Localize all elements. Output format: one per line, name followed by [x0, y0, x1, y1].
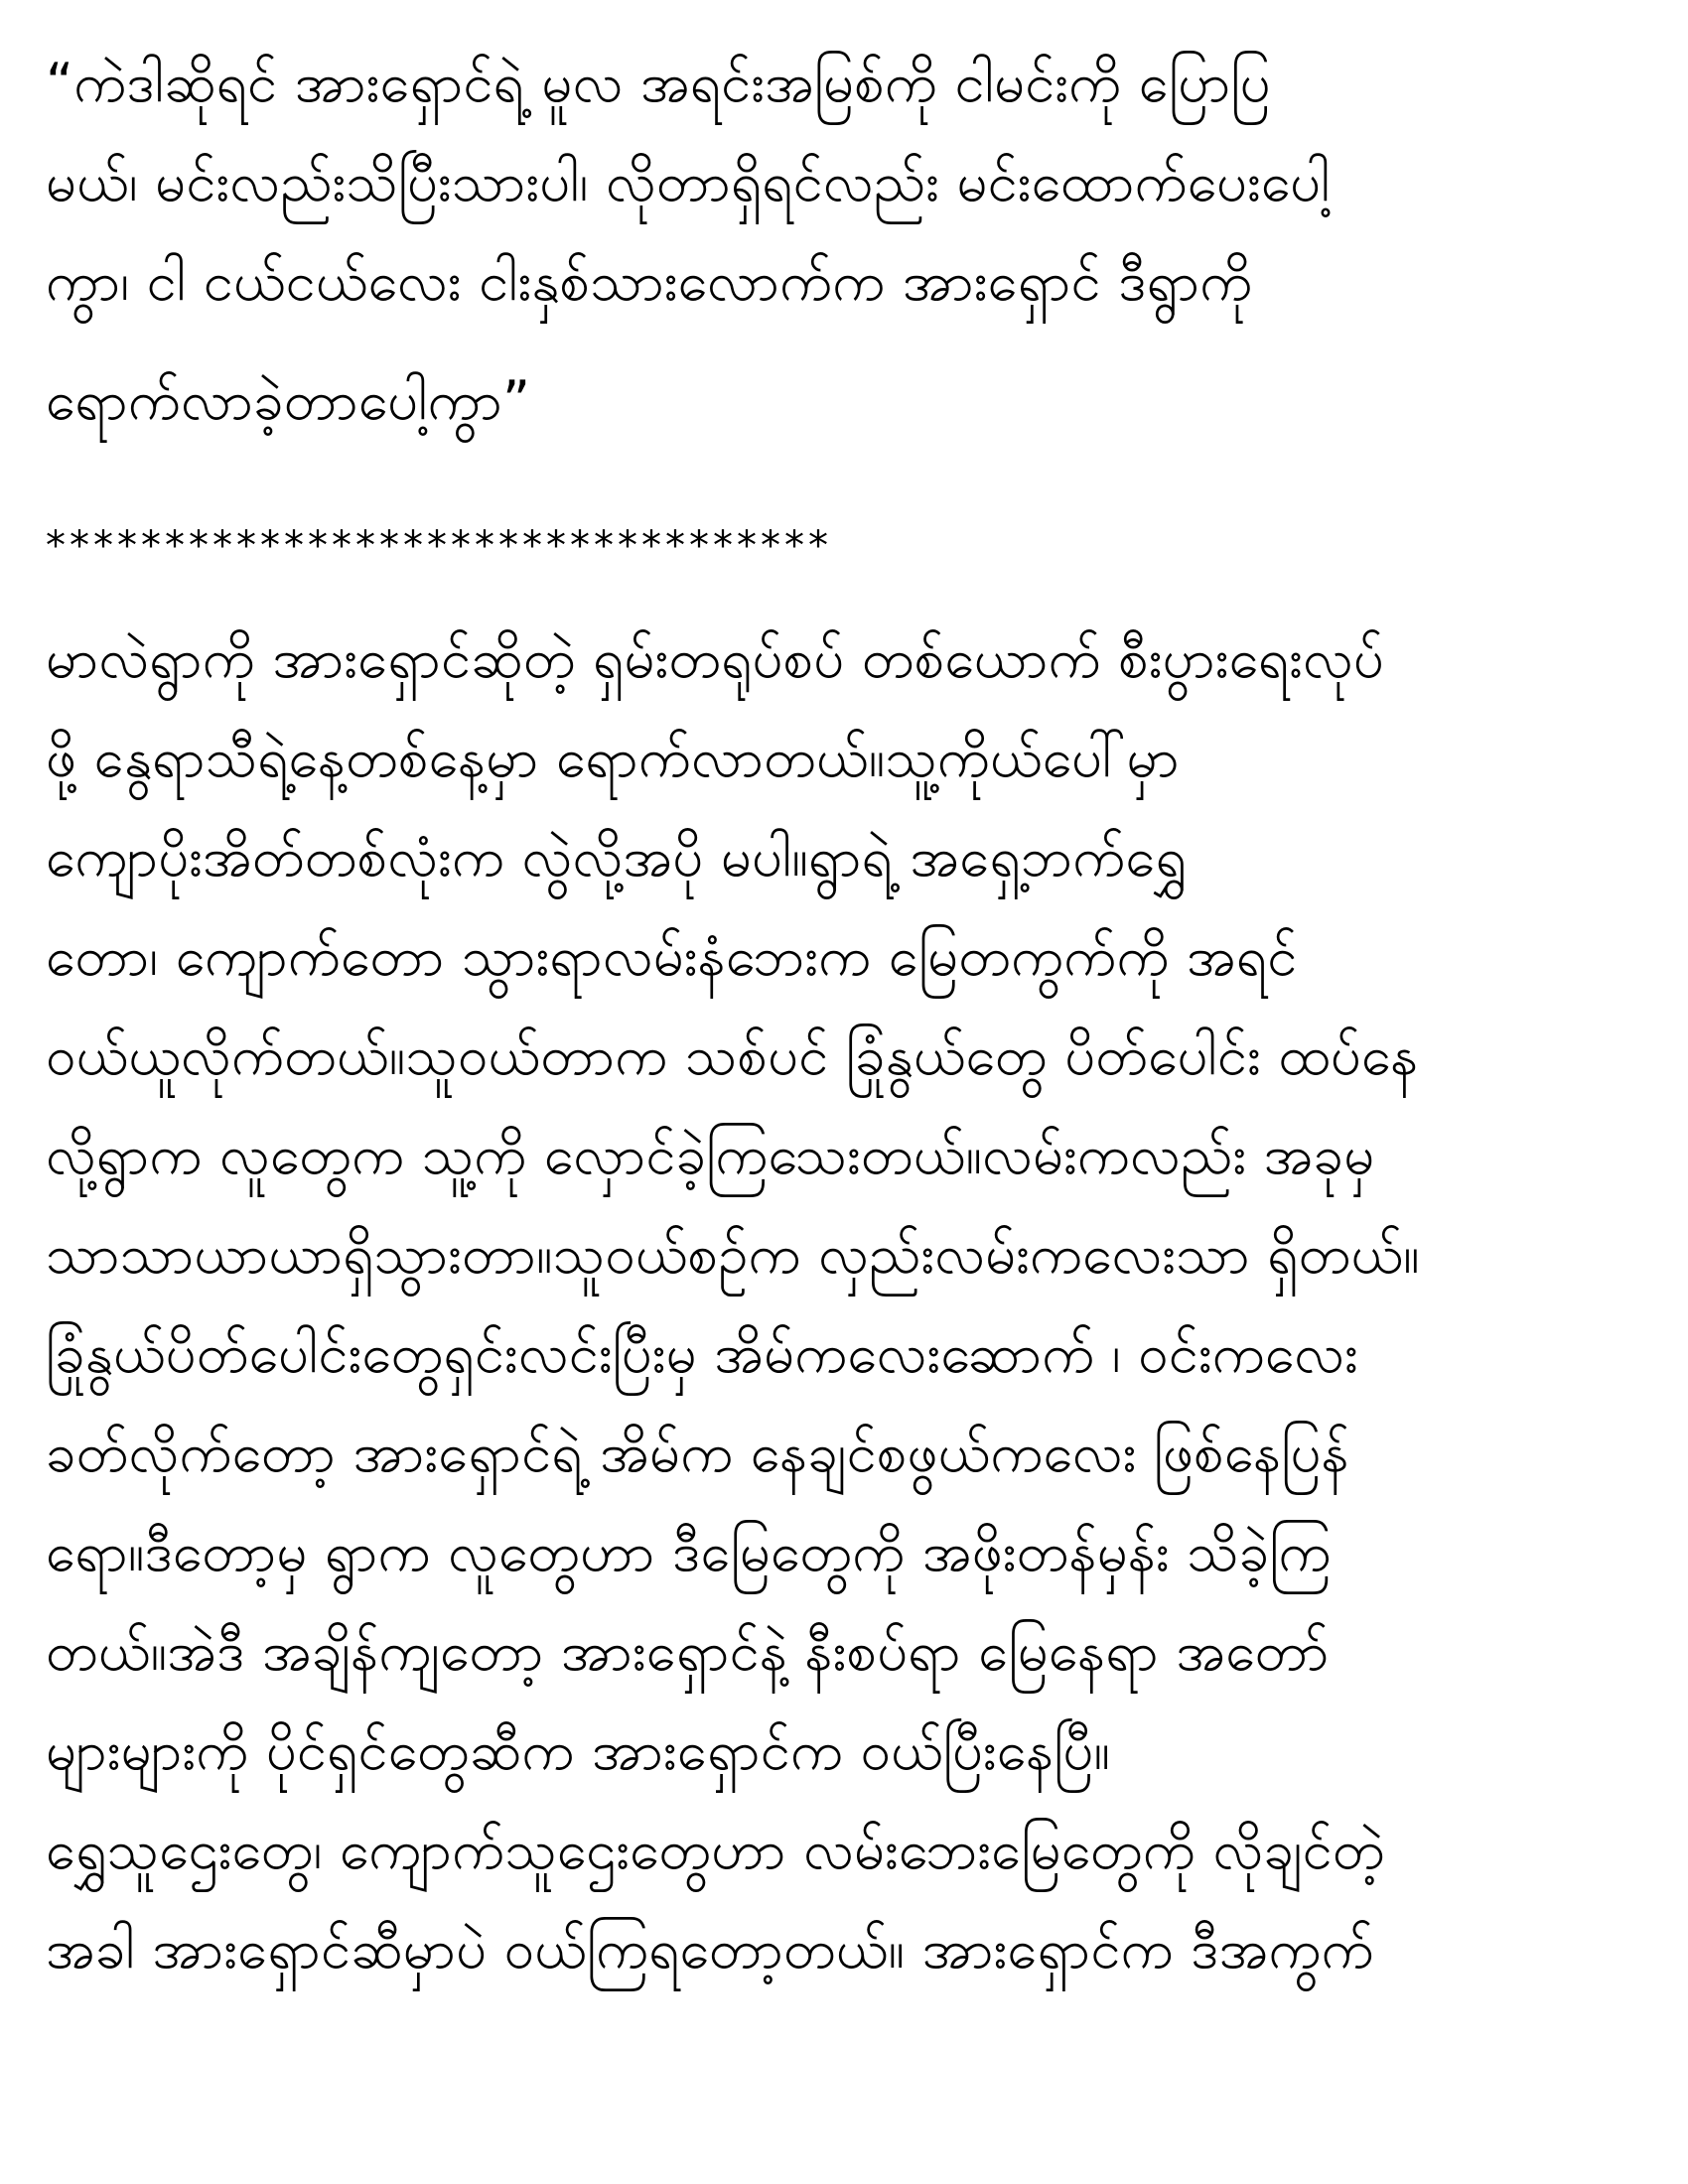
body-line: ကျောပိုးအိတ်တစ်လုံးက လွဲလို့အပို မပါ။ရွာရဲ့ အရှေ့ဘက်ရွှေ	[46, 826, 1188, 888]
body-line: ရော။ဒီတော့မှ ရွာက လူတွေဟာ ဒီမြေတွေကို အဖိုးတန်မှန်း သိခဲ့ကြ	[46, 1521, 1332, 1583]
body-line: မာလဲရွာကို အားရှောင်ဆိုတဲ့ ရှမ်းတရုပ်စပ် တစ်ယောက် စီးပွားရေးလုပ်	[46, 627, 1384, 690]
body-line: များများကို ပိုင်ရှင်တွေဆီက အားရှောင်က ဝယ်ပြီးနေပြီ။	[46, 1719, 1111, 1782]
section-separator: *********************************	[46, 526, 832, 566]
quote-line: မယ်၊ မင်းလည်းသိပြီးသားပါ၊ လိုတာရှိရင်လည်း မင်းထောက်ပေးပေါ့	[46, 151, 1331, 213]
quote-line: ရောက်လာခဲ့တာပေါ့ကွာ”	[46, 369, 531, 432]
body-line: သာသာယာယာရှိသွားတာ။သူဝယ်စဉ်က လှည်းလမ်းကလေးသာ ရှိတယ်။	[46, 1223, 1420, 1286]
body-line: တော၊ ကျောက်တော သွားရာလမ်းနံဘေးက မြေတကွက်ကို အရင်	[46, 925, 1298, 988]
body-line: တယ်။အဲဒီ အချိန်ကျတော့ အားရှောင်နဲ့ နီးစပ်ရာ မြေနေရာ အတော်	[46, 1620, 1330, 1683]
body-line: လို့ရွာက လူတွေက သူ့ကို လှောင်ခဲ့ကြသေးတယ်။လမ်းကလည်း အခုမှ	[46, 1124, 1375, 1186]
body-line: အခါ အားရှောင်ဆီမှာပဲ ဝယ်ကြရတော့တယ်။ အားရှောင်က ဒီအကွက်	[46, 1918, 1374, 1980]
body-line: ရွှေသူဌေးတွေ၊ ကျောက်သူဌေးတွေဟာ လမ်းဘေးမြေတွေကို လိုချင်တဲ့	[46, 1819, 1385, 1881]
body-line: ခတ်လိုက်တော့ အားရှောင်ရဲ့ အိမ်က နေချင်စဖွယ်ကလေး ဖြစ်နေပြန်	[46, 1422, 1349, 1484]
quote-line: “ကဲဒါဆိုရင် အားရှောင်ရဲ့ မူလ အရင်းအမြစ်ကို ငါမင်းကို ပြောပြ	[46, 52, 1271, 114]
body-line: ဝယ်ယူလိုက်တယ်။သူဝယ်တာက သစ်ပင် ခြုံနွယ်တွေ ပိတ်ပေါင်း ထပ်နေ	[46, 1024, 1419, 1087]
body-line: ခြုံနွယ်ပိတ်ပေါင်းတွေရှင်းလင်းပြီးမှ အိမ်ကလေးဆောက် ၊ ဝင်းကလေး	[46, 1322, 1358, 1385]
body-line: ဖို့ နွေရာသီရဲ့နေ့တစ်နေ့မှာ ရောက်လာတယ်။သူ့ကိုယ်ပေါ်မှာ	[46, 727, 1180, 789]
quote-line: ကွာ၊ ငါ ငယ်ငယ်လေး ငါးနှစ်သားလောက်က အားရှောင် ဒီရွာကို	[46, 250, 1253, 313]
